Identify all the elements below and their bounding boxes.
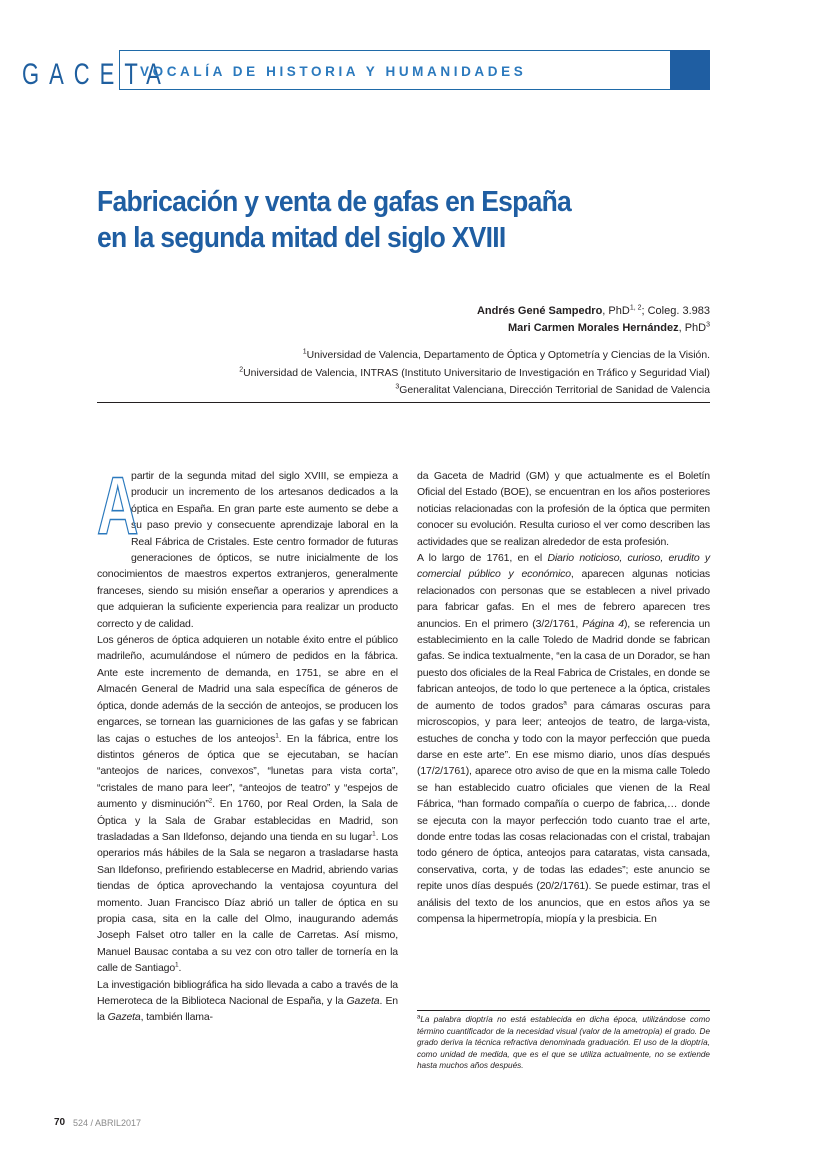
section-title: VOCALÍA DE HISTORIA Y HUMANIDADES [140, 64, 527, 79]
drop-cap: A [97, 461, 139, 552]
paragraph: da Gaceta de Madrid (GM) y que actualmente es el Boletín Oficial del Estado (BOE), se encuentran en los años posteriores noticias relacionadas con la profesión de la óptica que permiten conocer su evolución. Resulta curioso el ver como describen las actividades que se realizan alrededor de esta profesión. [417, 470, 710, 548]
author-list [477, 303, 710, 337]
body-column-right [417, 468, 710, 927]
affiliations [239, 347, 710, 400]
affiliation-rule [97, 402, 710, 403]
header-top-rule [120, 50, 670, 51]
paragraph: La investigación bibliográfica ha sido llevada a cabo a través de la Hemeroteca de la Biblioteca Nacional de España, y la Gazeta. En la Gazeta, también llama- [97, 978, 398, 1024]
paragraph: Los géneros de óptica adquieren un notable éxito entre el público madrileño, acumulándose el número de pedidos en la fábrica. Ante este incremento de demanda, en 1751, se abre en el Almacén General de Madrid una sala específica de géneros de óptica, donde además de la sección de anteojos, se producen los engarces, se tornean las guarniciones de las gafas y se fabrican las cajas o estuches de los anteojos$^1$. En la fábrica, entre los distintos géneros de óptica que se ejecutaban, se hacían “anteojos de narices, convexos”, “lunetas para vista corta”, “cristales de mano para leer”, “anteojos de teatro” y “espejos de aumento y disminución”$^2$. En 1760, por Real Orden, la Sala de Óptica y la Sala de Grabar establecidas en Madrid, son trasladadas a San Ildefonso, dejando una tienda en su lugar$^1$. Los operarios más hábiles de la Sala se negaron a trasladarse hasta San Ildefonso, prefiriendo establecerse en Madrid, abriendo varias tiendas de óptica aprovechando la ventajosa coyuntura del momento. Juan Francisco Díaz abrió un taller de óptica en su propia casa, sita en la calle del Olmo, inaugurando además Joseph Falset otro taller en la calle de Carretas. Así mismo, Manuel Bausac contaba a su vez con otro taller de tornería en la calle de Santiago$^1$. [97, 634, 399, 975]
header-color-block [670, 50, 710, 90]
author-1: Andrés Gené Sampedro, PhD$^{1, 2}$; Coleg. 3.983 [476, 304, 710, 317]
body-column-left [97, 461, 399, 1026]
affiliation-2: $^2$Universidad de Valencia, INTRAS (Instituto Universitario de Investigación en Tráfico y Seguridad Vial) [239, 366, 710, 379]
paragraph: A partir de la segunda mitad del siglo XVIII, se empieza a producir un incremento de los artesanos dedicados a la óptica en España. En gran parte este aumento se debe a su paso previo y consecuente aprendizaje laboral en la Real Fábrica de Cristales. Este centro formador de futuras generaciones de ópticos, se nutre inicialmente de los conocimientos de maestros expertos extranjeros, generalmente franceses, siendo su misión enseñar a operarios y aprendices a que adquieran la suficiente experiencia para realizar un producto correcto y de calidad. [97, 461, 398, 630]
footnote: $^a$La palabra dioptría no está establecida en dicha época, utilizándose como término cuantificador de la necesidad visual (valor de la ametropía) el grado. De grado deriva la técnica refractiva denominada graduación. El uso de la dioptría, como unidad de medida, que es el que se utiliza actualmente, no se extiende hasta muchos años después. [417, 1014, 710, 1071]
header-bottom-rule [120, 89, 670, 90]
affiliation-1: $^1$Universidad de Valencia, Departamento de Óptica y Optometría y Ciencias de la Visión. [302, 348, 710, 361]
affiliation-3: $^3$Generalitat Valenciana, Dirección Territorial de Sanidad de Valencia [395, 383, 710, 396]
paragraph: A lo largo de 1761, en el Diario noticioso, curioso, erudito y comercial público y económico, aparecen algunas noticias relacionados con personas que se establecen a nivel privado para fabricar gafas. En el mes de febrero aparecen tres anuncios. En el primero (3/2/1761, Página 4), se referencia un establecimiento en la calle Toledo de Madrid donde se fabrican gafas. Se indica textualmente, “en la casa de un Dorador, se han puesto dos oficiales de la Real Fabrica de Cristales, en donde se fabrican anteojos, de todo lo que pertenece a la óptica, cristales de aumento de todos grados$^a$ para cámaras oscuras para microscopios, y para leer; anteojos de teatro, de larga-vista, estuches de concha y todo con la mayor perfección que pueda darse en este arte”. En ese mismo diario, unos días después (17/2/1761), aparece otro aviso de que en la misma calle Toledo se han establecido cuatro oficiales que vienen de la Real Fábrica, “han formado compañía o cuerpo de fabrica,… donde se ejecuta con la mayor perfección todo cuanto trae el arte, donde entre todas las cosas relacionadas con el cristal, trabajan todo género de óptica, anteojos para cataratas, vista cansada, conservativa, corta, y de todas las edades”; este anuncio se repite unos días después (20/2/1761). Se puede estimar, tras el análisis del texto de los anuncios, que en estos años ya se compensa la hipermetropía, miopía y la presbicia. En [417, 552, 711, 925]
article-title [97, 184, 683, 256]
footnote-rule [417, 1010, 710, 1011]
issue-info: 524 / ABRIL2017 [73, 1118, 142, 1128]
magazine-logo: GACETA [22, 57, 171, 91]
title-line-2: en la segunda mitad del siglo XVIII [97, 222, 506, 254]
page-number: 70 [54, 1117, 66, 1128]
author-2: Mari Carmen Morales Hernández, PhD$^3$ [508, 321, 710, 334]
title-line-1: Fabricación y venta de gafas en España [97, 186, 572, 218]
